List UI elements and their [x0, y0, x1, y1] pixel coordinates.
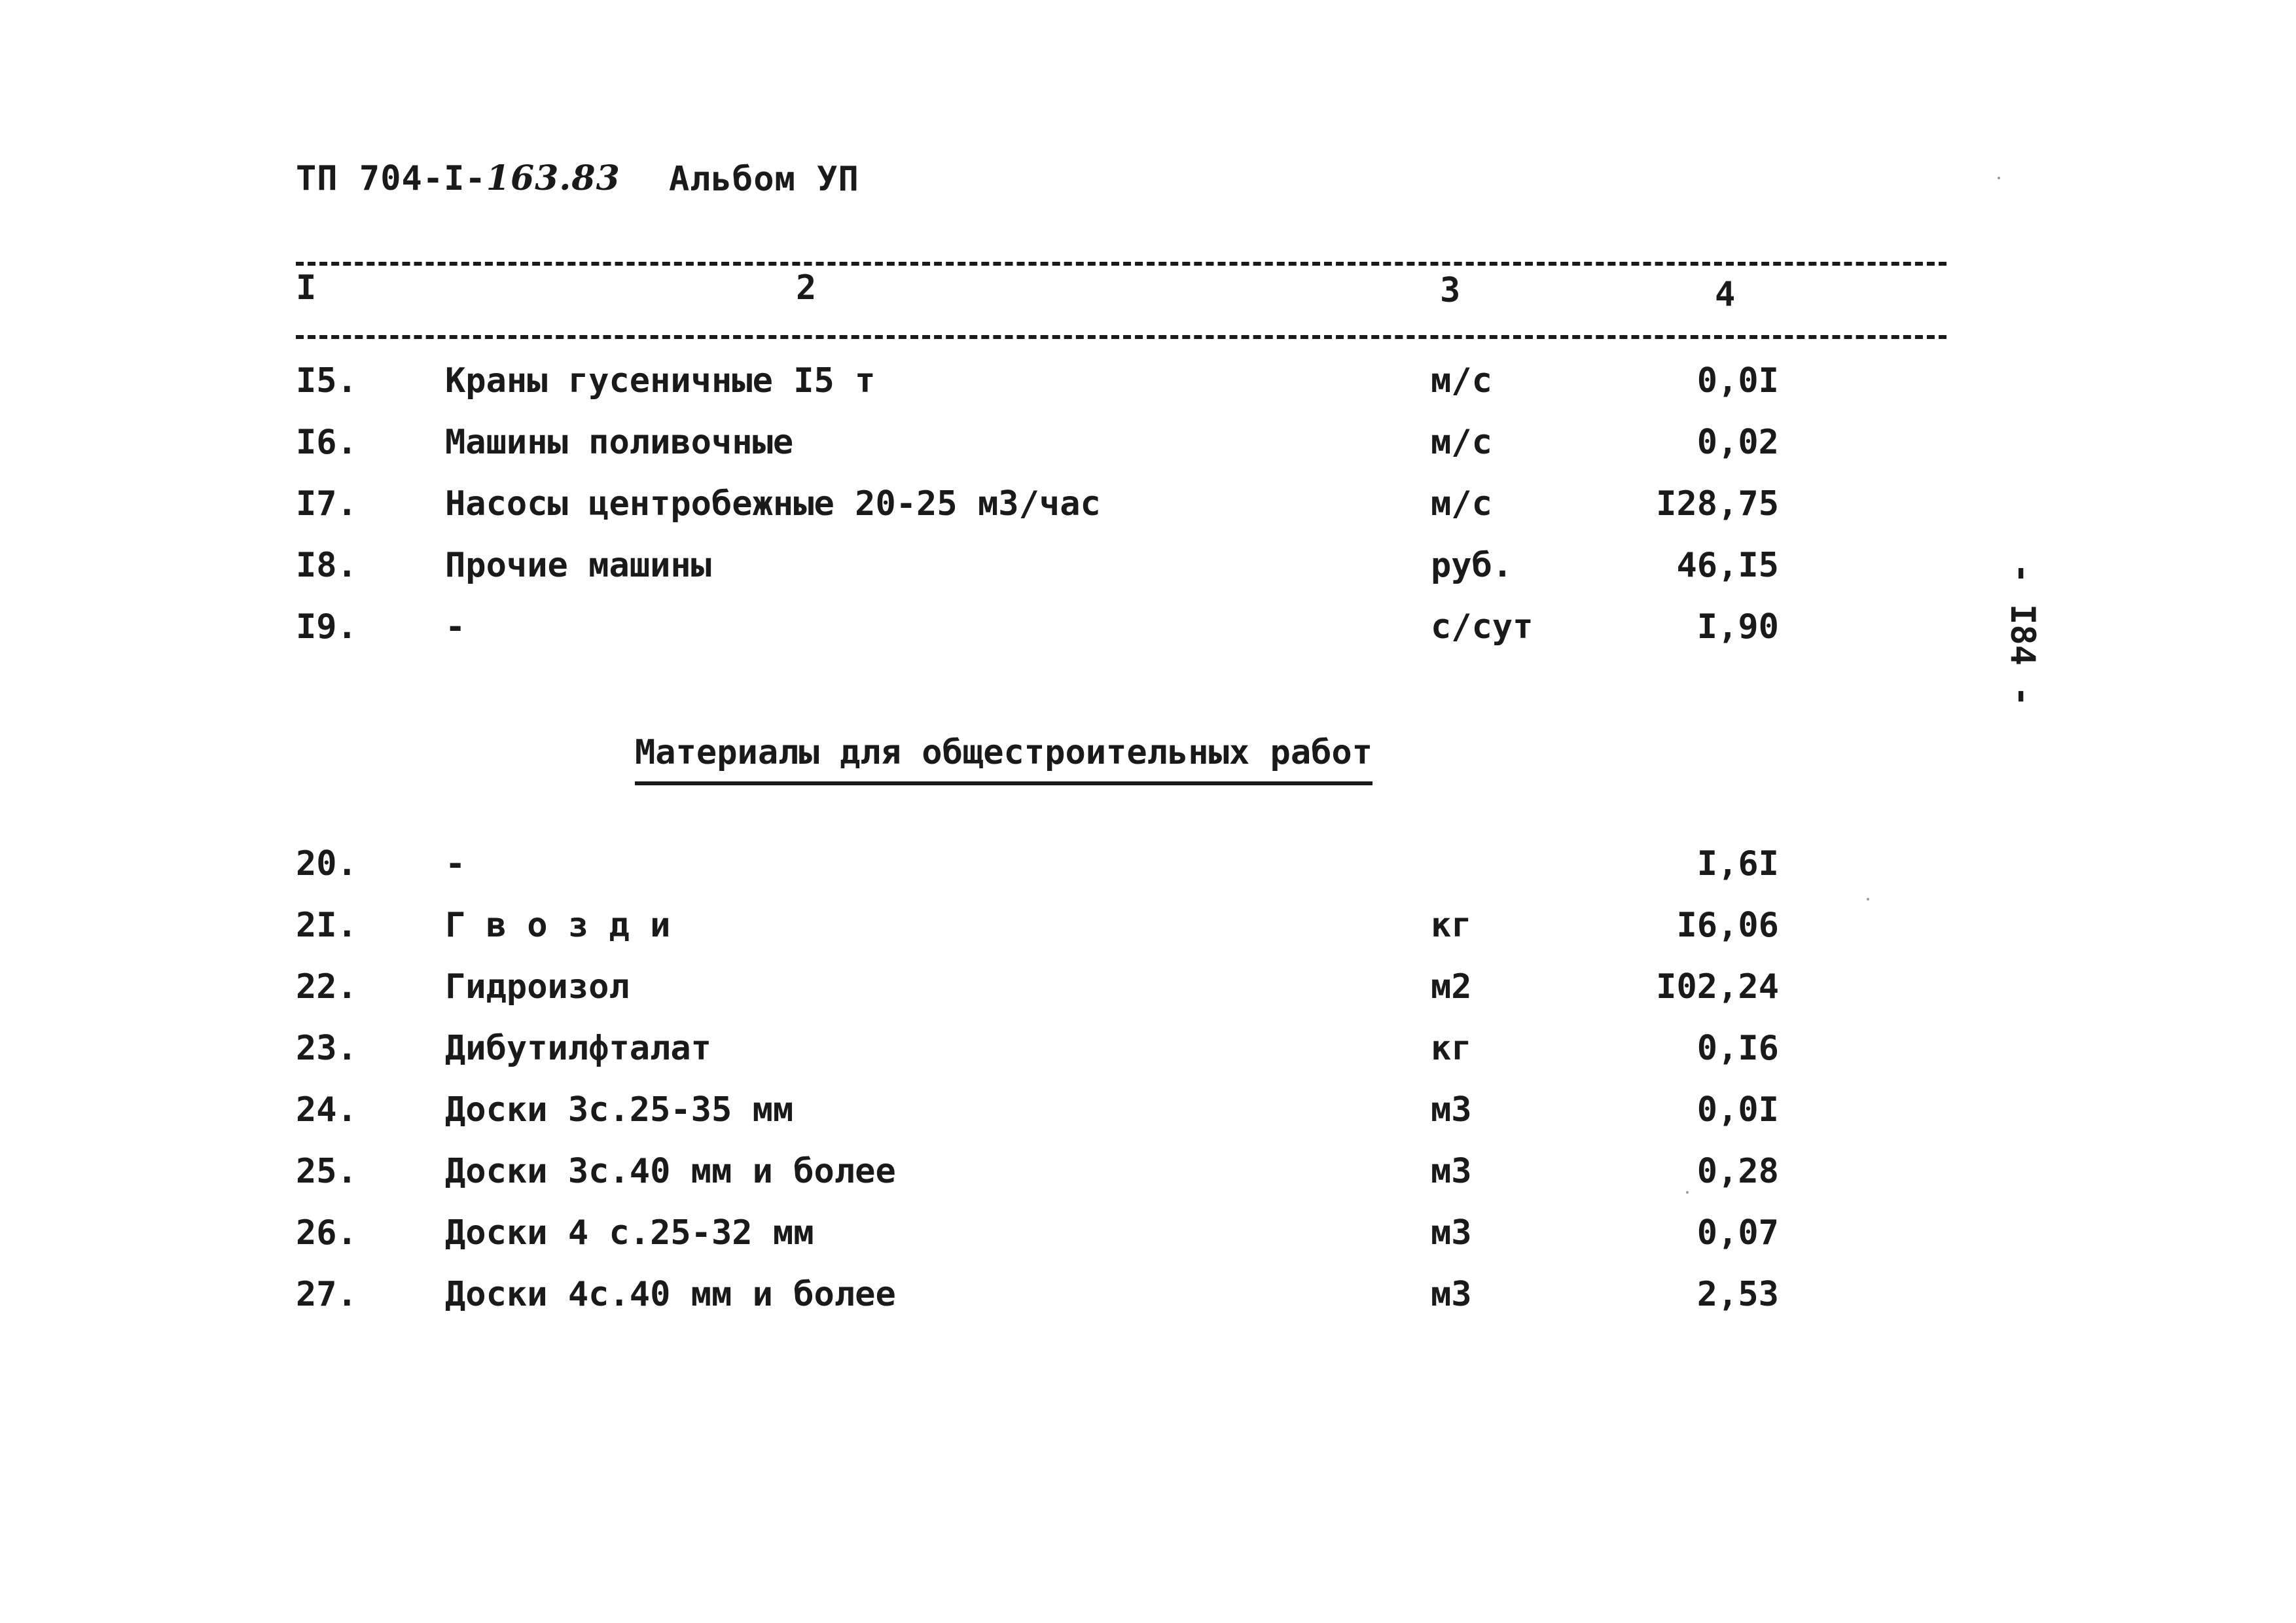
page-number-text: - I84 -	[2003, 563, 2042, 707]
column-header-1: I	[296, 268, 317, 308]
row-unit: руб.	[1431, 546, 1513, 585]
table-row	[0, 1152, 2296, 1204]
scan-speck	[1686, 1191, 1689, 1194]
row-unit: с/сут	[1431, 607, 1534, 647]
row-name: Доски 3с.40 мм и более	[445, 1152, 896, 1191]
row-name: -	[445, 844, 466, 883]
table-header-rule	[296, 335, 1946, 339]
table-row	[0, 423, 2296, 475]
page-number	[1983, 563, 2062, 707]
row-value: I02,24	[1656, 967, 1779, 1007]
row-unit: м/с	[1431, 361, 1492, 401]
column-header-2: 2	[796, 268, 817, 308]
row-unit: кг	[1431, 906, 1472, 945]
row-name: Доски 4 с.25-32 мм	[445, 1213, 814, 1253]
album-label: Альбом УП	[669, 160, 859, 199]
row-unit: м3	[1431, 1275, 1472, 1314]
row-unit: м/с	[1431, 423, 1492, 462]
row-value: 0,02	[1696, 423, 1779, 462]
row-number: I9.	[296, 607, 357, 647]
table-row	[0, 607, 2296, 660]
table-row	[0, 1213, 2296, 1266]
row-number: 27.	[296, 1275, 357, 1314]
row-value: 0,I6	[1696, 1029, 1779, 1068]
row-unit: кг	[1431, 1029, 1472, 1068]
row-name: Дибутилфталат	[445, 1029, 711, 1068]
row-name: Прочие машины	[445, 546, 711, 585]
row-unit: м3	[1431, 1152, 1472, 1191]
row-number: 26.	[296, 1213, 357, 1253]
row-number: 23.	[296, 1029, 357, 1068]
table-row	[0, 967, 2296, 1020]
row-value: 0,0I	[1696, 361, 1779, 401]
row-name: Доски 4с.40 мм и более	[445, 1275, 896, 1314]
row-number: I5.	[296, 361, 357, 401]
row-name: Доски 3с.25-35 мм	[445, 1090, 794, 1130]
row-number: 20.	[296, 844, 357, 883]
row-name: Насосы центробежные 20-25 м3/час	[445, 484, 1101, 524]
row-unit: м/с	[1431, 484, 1492, 524]
row-number: 25.	[296, 1152, 357, 1191]
document-code	[296, 158, 620, 198]
table-row	[0, 844, 2296, 897]
row-name: Машины поливочные	[445, 423, 794, 462]
column-header-3: 3	[1440, 271, 1461, 310]
row-number: 22.	[296, 967, 357, 1007]
table-row	[0, 361, 2296, 414]
scan-speck	[1998, 177, 2000, 179]
row-value: 46,I5	[1676, 546, 1779, 585]
row-name: Краны гусеничные I5 т	[445, 361, 876, 401]
document-code-handwritten: 163.83	[486, 158, 620, 198]
table-row	[0, 1275, 2296, 1327]
row-name: -	[445, 607, 466, 647]
row-value: 0,07	[1696, 1213, 1779, 1253]
row-value: 2,53	[1696, 1275, 1779, 1314]
section-title: Материалы для общестроительных работ	[635, 733, 1372, 785]
row-value: I,6I	[1696, 844, 1779, 883]
row-name: Г в о з д и	[445, 906, 671, 945]
row-name: Гидроизол	[445, 967, 630, 1007]
column-header-4: 4	[1715, 275, 1736, 314]
table-row	[0, 906, 2296, 958]
row-unit: м3	[1431, 1213, 1472, 1253]
table-row	[0, 484, 2296, 537]
row-unit: м2	[1431, 967, 1472, 1007]
table-row	[0, 1090, 2296, 1143]
row-number: I7.	[296, 484, 357, 524]
row-number: I6.	[296, 423, 357, 462]
table-top-rule	[296, 262, 1946, 266]
row-number: 2I.	[296, 906, 357, 945]
document-code-printed: ТП 704-I-	[296, 159, 486, 198]
scan-speck	[1867, 898, 1869, 901]
row-value: I6,06	[1676, 906, 1779, 945]
row-value: 0,0I	[1696, 1090, 1779, 1130]
row-value: I,90	[1696, 607, 1779, 647]
row-number: 24.	[296, 1090, 357, 1130]
table-row	[0, 546, 2296, 598]
row-unit: м3	[1431, 1090, 1472, 1130]
row-value: I28,75	[1656, 484, 1779, 524]
row-number: I8.	[296, 546, 357, 585]
table-row	[0, 1029, 2296, 1081]
row-value: 0,28	[1696, 1152, 1779, 1191]
